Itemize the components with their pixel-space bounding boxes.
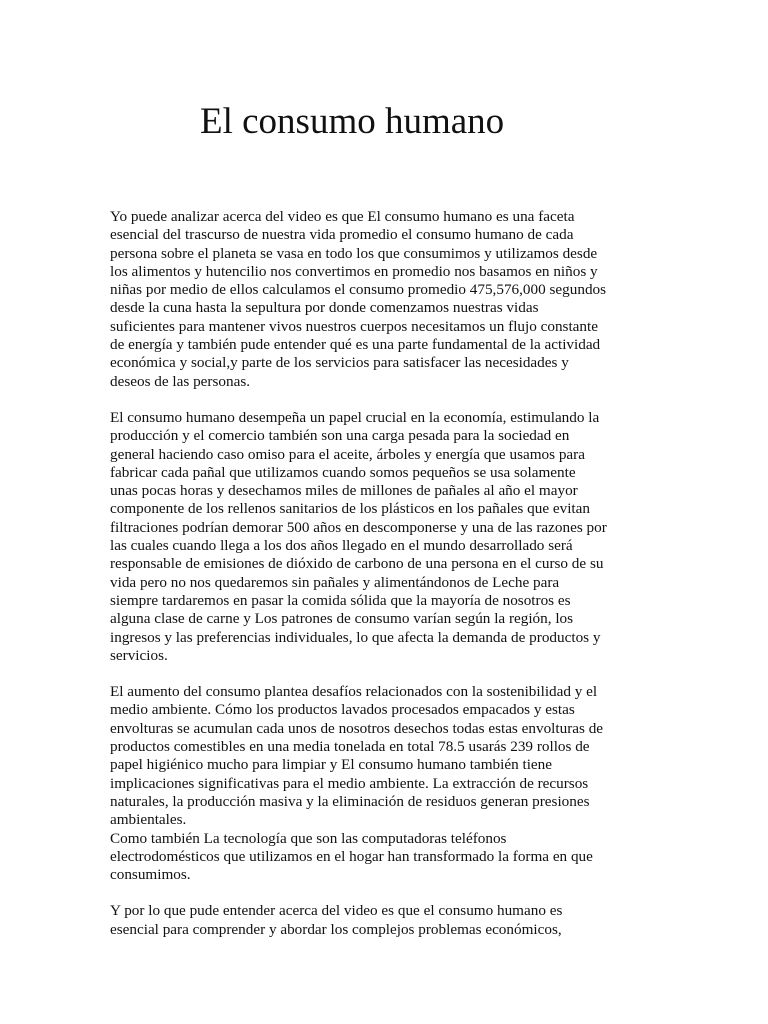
paragraph xyxy=(110,683,658,884)
text-line: producción y el comercio también son una carga pesada para la sociedad en xyxy=(110,427,570,445)
text-line: siempre tardaremos en pasar la comida sólida que la mayoría de nosotros es xyxy=(110,591,571,609)
text-line: servicios. xyxy=(110,646,168,664)
text-line: El aumento del consumo plantea desafíos relacionados con la sostenibilidad y el xyxy=(110,683,598,701)
text-line: las cuales cuando llega a los dos años llegado en el mundo desarrollado será xyxy=(110,537,573,555)
text-line: general haciendo caso omiso para el aceite, árboles y energía que usamos para xyxy=(110,445,585,463)
text-line: implicaciones significativas para el medio ambiente. La extracción de recursos xyxy=(110,774,589,792)
text-line: Como también La tecnología que son las computadoras teléfonos xyxy=(110,829,507,847)
text-line: Y por lo que pude entender acerca del video es que el consumo humano es xyxy=(110,902,563,920)
text-line: los alimentos y hutencilio nos convertimos en promedio nos basamos en niños y xyxy=(110,262,598,280)
text-line: consumimos. xyxy=(110,866,191,884)
text-line: filtraciones podrían demorar 500 años en descomponerse y una de las razones por xyxy=(110,518,607,536)
text-line: fabricar cada pañal que utilizamos cuando somos pequeños se usa solamente xyxy=(110,463,576,481)
text-line: componente de los rellenos sanitarios de los plásticos en los pañales que evitan xyxy=(110,500,590,518)
text-line: esencial para comprender y abordar los complejos problemas económicos, xyxy=(110,920,562,938)
text-line: papel higiénico mucho para limpiar y El consumo humano también tiene xyxy=(110,756,553,774)
text-line: naturales, la producción masiva y la eliminación de residuos generan presiones xyxy=(110,792,590,810)
text-line: electrodomésticos que utilizamos en el hogar han transformado la forma en que xyxy=(110,847,593,865)
text-line: vida pero no nos quedaremos sin pañales y alimentándonos de Leche para xyxy=(110,573,560,591)
text-line: responsable de emisiones de dióxido de carbono de una persona en el curso de su xyxy=(110,555,604,573)
text-line: productos comestibles en una media tonelada en total 78.5 usarás 239 rollos de xyxy=(110,738,590,756)
text-line: envolturas se acumulan cada unos de nosotros desechos todas estas envolturas de xyxy=(110,719,604,737)
paragraph xyxy=(110,902,658,939)
text-line: unas pocas horas y desechamos miles de millones de pañales al año el mayor xyxy=(110,482,578,500)
text-line: ambientales. xyxy=(110,811,187,829)
text-line: medio ambiente. Cómo los productos lavados procesados empacados y estas xyxy=(110,701,575,719)
text-line: esencial del trascurso de nuestra vida promedio el consumo humano de cada xyxy=(110,226,574,244)
text-line: de energía y también pude entender qué es una parte fundamental de la actividad xyxy=(110,336,601,354)
text-line: desde la cuna hasta la sepultura por donde comenzamos nuestras vidas xyxy=(110,299,539,317)
text-line: alguna clase de carne y Los patrones de consumo varían según la región, los xyxy=(110,610,574,628)
text-line: Yo puede analizar acerca del video es que El consumo humano es una faceta xyxy=(110,208,575,225)
document-body xyxy=(110,208,658,957)
text-line: deseos de las personas. xyxy=(110,372,251,390)
paragraph xyxy=(110,208,658,391)
text-line: económica y social,y parte de los servicios para satisfacer las necesidades y xyxy=(110,354,569,372)
text-line: persona sobre el planeta se vasa en todo los que consumimos y utilizamos desde xyxy=(110,244,598,262)
text-line: ingresos y las preferencias individuales, lo que afecta la demanda de productos y xyxy=(110,628,601,646)
paragraph xyxy=(110,409,658,665)
text-line: suficientes para mantener vivos nuestros cuerpos necesitamos un flujo constante xyxy=(110,317,598,335)
page-title: El consumo humano xyxy=(200,101,505,142)
text-line: El consumo humano desempeña un papel crucial en la economía, estimulando la xyxy=(110,408,600,426)
text-line: niñas por medio de ellos calculamos el consumo promedio 475,576,000 segundos xyxy=(110,281,607,299)
